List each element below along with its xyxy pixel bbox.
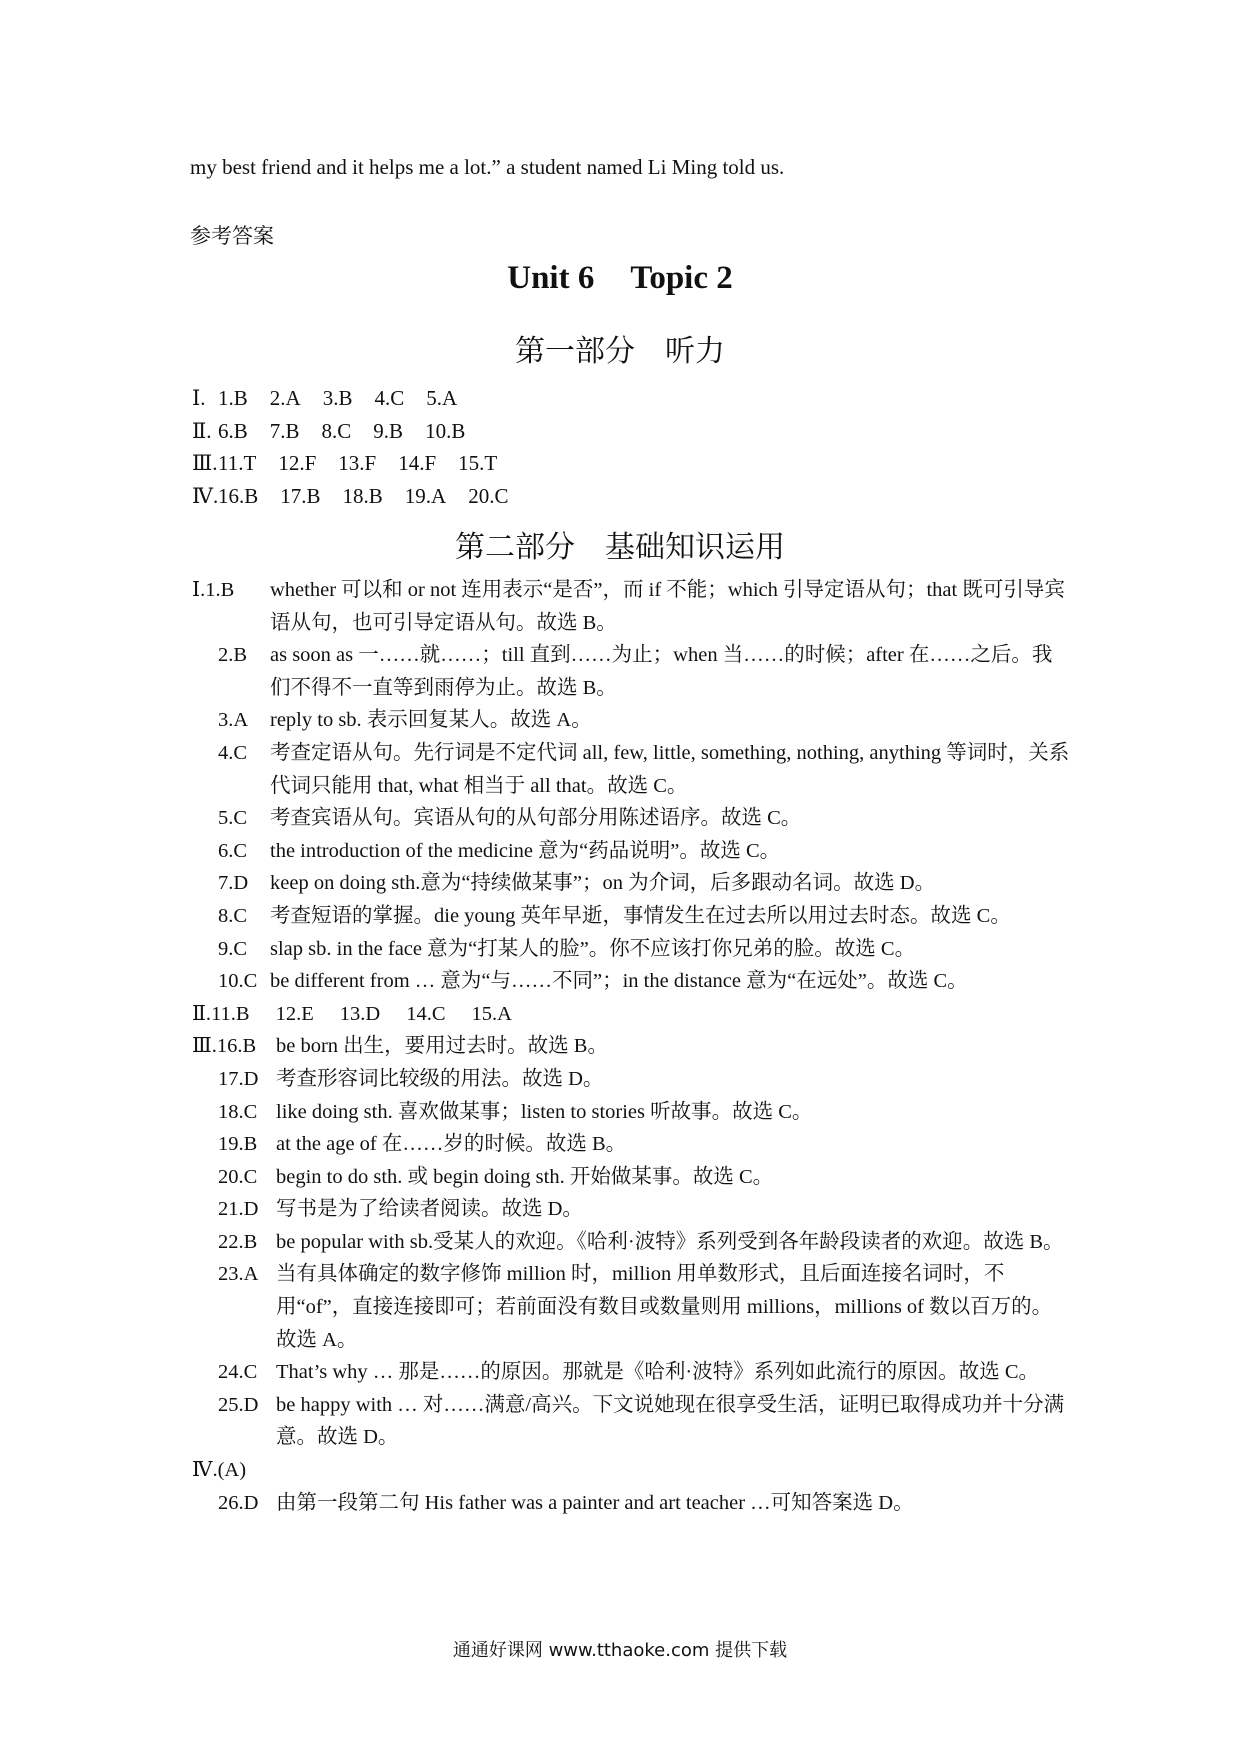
answer-label: 25.D bbox=[218, 1393, 259, 1416]
answer-item bbox=[192, 1096, 1072, 1129]
listening-row bbox=[192, 415, 530, 448]
answer-item bbox=[192, 639, 1072, 704]
answer-label: 3.A bbox=[218, 709, 249, 732]
title-topic: Topic 2 bbox=[630, 260, 733, 296]
answer-text: like doing sth. 喜欢做某事；listen to stories 听故事。故选 C。 bbox=[276, 1100, 813, 1123]
answer: 6.B bbox=[218, 418, 248, 443]
answer-item bbox=[192, 835, 1072, 868]
intro-text: my best friend and it helps me a lot.” a student named Li Ming told us. bbox=[190, 155, 785, 179]
answer-item bbox=[192, 574, 1072, 639]
roman-numeral: Ⅱ. bbox=[192, 418, 212, 443]
answer: 14.C bbox=[406, 1002, 446, 1025]
answer-label: 17.D bbox=[218, 1067, 259, 1090]
answer-text: begin to do sth. 或 begin doing sth. 开始做某事。故选 C。 bbox=[276, 1165, 774, 1188]
answer-text: 由第一段第二句 His father was a painter and art teacher …可知答案选 D。 bbox=[276, 1491, 914, 1514]
answer: 13.D bbox=[339, 1002, 381, 1025]
listening-row bbox=[192, 480, 530, 513]
answer: 14.F bbox=[398, 451, 437, 475]
part2-answers bbox=[192, 998, 1072, 1031]
answer-item bbox=[192, 1128, 1072, 1161]
roman-numeral: Ⅳ. bbox=[192, 483, 219, 508]
answer-item bbox=[192, 1258, 1072, 1356]
answer-label: 21.D bbox=[218, 1198, 259, 1221]
answer-text: be different from … 意为“与……不同”；in the distance 意为“在远处”。故选 C。 bbox=[270, 970, 968, 993]
listening-answers bbox=[192, 382, 530, 512]
answer-label: Ⅰ.1.B bbox=[192, 579, 235, 601]
answer-label: 5.C bbox=[218, 807, 248, 830]
answer: 4.C bbox=[374, 386, 405, 410]
answer-text: keep on doing sth.意为“持续做某事”；on 为介词，后多跟动名词。故选 D。 bbox=[270, 872, 936, 895]
answer-label: Ⅲ.16.B bbox=[192, 1035, 257, 1058]
answer-label: 20.C bbox=[218, 1165, 258, 1188]
answer-text: be born 出生，要用过去时。故选 B。 bbox=[276, 1035, 608, 1058]
answer: 5.A bbox=[426, 386, 458, 410]
answer-label: 18.C bbox=[218, 1100, 258, 1123]
answer: 13.F bbox=[338, 451, 377, 475]
section2-name: 基础知识运用 bbox=[605, 531, 785, 564]
roman-numeral: Ⅲ. bbox=[192, 451, 218, 475]
answer-label: 10.C bbox=[218, 970, 258, 993]
answer: 11.B bbox=[211, 1002, 250, 1025]
answer-text: as soon as 一……就……；till 直到……为止；when 当……的时候；after 在……之后。我们不得不一直等到雨停为止。故选 B。 bbox=[270, 644, 1053, 699]
answer: 12.F bbox=[278, 451, 317, 475]
answer-item bbox=[192, 1487, 1072, 1520]
section1-name: 听力 bbox=[665, 335, 725, 368]
answer-label: 9.C bbox=[218, 937, 248, 960]
roman-numeral: Ⅰ. bbox=[192, 386, 206, 410]
answer-item bbox=[192, 737, 1072, 802]
answer-item bbox=[192, 802, 1072, 835]
answer-text: the introduction of the medicine 意为“药品说明”。故选 C。 bbox=[270, 839, 781, 862]
answer: 2.A bbox=[269, 386, 301, 410]
answer-text: be happy with … 对……满意/高兴。下文说她现在很享受生活，证明已取得成功并十分满意。故选 D。 bbox=[276, 1393, 1065, 1449]
answer: 9.B bbox=[373, 418, 404, 443]
answer-item bbox=[192, 965, 1072, 998]
answer-item bbox=[192, 704, 1072, 737]
answer-label: 26.D bbox=[218, 1491, 259, 1514]
answer: 15.A bbox=[471, 1002, 512, 1025]
answer-text: 写书是为了给读者阅读。故选 D。 bbox=[276, 1198, 583, 1221]
answer-item bbox=[192, 1063, 1072, 1096]
answer: 20.C bbox=[468, 483, 509, 508]
answer-label: 19.B bbox=[218, 1133, 258, 1156]
listening-row bbox=[192, 382, 530, 415]
answer-label: 24.C bbox=[218, 1361, 258, 1384]
answer: 17.B bbox=[280, 483, 321, 508]
answer: 3.B bbox=[322, 386, 353, 410]
listening-row bbox=[192, 447, 530, 480]
answer-text: reply to sb. 表示回复某人。故选 A。 bbox=[270, 709, 592, 732]
answer-label: 22.B bbox=[218, 1230, 258, 1253]
answer: 18.B bbox=[342, 483, 383, 508]
answer-item bbox=[192, 1356, 1072, 1389]
answer: 19.A bbox=[404, 483, 447, 508]
answer-text: 当有具体确定的数字修饰 million 时，million 用单数形式，且后面连接名词时，不用“of”，直接连接即可；若前面没有数目或数量则用 millions，millions of 数以百万的。故选 A。 bbox=[276, 1263, 1053, 1351]
page-title bbox=[0, 260, 1240, 297]
answer-item bbox=[192, 1389, 1072, 1454]
answer: 16.B bbox=[218, 483, 259, 508]
answer: 12.E bbox=[275, 1002, 314, 1025]
answer: 7.B bbox=[269, 418, 300, 443]
section1-part: 第一部分 bbox=[515, 335, 635, 368]
answer-text: at the age of 在……岁的时候。故选 B。 bbox=[276, 1133, 627, 1156]
reference-heading: 参考答案 bbox=[190, 224, 274, 248]
answer-item bbox=[192, 900, 1072, 933]
answer-text: whether 可以和 or not 连用表示“是否”，而 if 不能；which 引导定语从句；that 既可引导宾语从句，也可引导定语从句。故选 B。 bbox=[270, 579, 1065, 634]
section-heading-listening bbox=[0, 326, 1240, 370]
section-heading-basics bbox=[0, 522, 1240, 566]
answer-text: That’s why … 那是……的原因。那就是《哈利·波特》系列如此流行的原因。故选 C。 bbox=[276, 1361, 1040, 1384]
answer-text: slap sb. in the face 意为“打某人的脸”。你不应该打你兄弟的脸。故选 C。 bbox=[270, 937, 916, 960]
answer-text: 考查形容词比较级的用法。故选 D。 bbox=[276, 1067, 604, 1090]
roman-numeral: Ⅱ. bbox=[192, 1002, 212, 1025]
answer-label: 8.C bbox=[218, 904, 248, 927]
answer-item bbox=[192, 1161, 1072, 1194]
answer: 1.B bbox=[218, 386, 248, 410]
answer-item bbox=[192, 1226, 1072, 1259]
answer-text: 考查定语从句。先行词是不定代词 all, few, little, something, nothing, anything 等词时，关系代词只能用 that, what 相当于 all that。故选 C。 bbox=[270, 741, 1070, 797]
answer-text: 考查宾语从句。宾语从句的从句部分用陈述语序。故选 C。 bbox=[270, 807, 802, 830]
answer-text: 考查短语的掌握。die young 英年早逝，事情发生在过去所以用过去时态。故选 C。 bbox=[270, 904, 1011, 927]
answer-label: 2.B bbox=[218, 644, 248, 667]
answer-label: 4.C bbox=[218, 741, 248, 764]
answer: 15.T bbox=[458, 451, 498, 475]
answer: 8.C bbox=[321, 418, 352, 443]
answer-explanations bbox=[192, 574, 1072, 1519]
answer-label: 7.D bbox=[218, 872, 249, 895]
answer-item bbox=[192, 933, 1072, 966]
footer-text: 通通好课网 www.tthaoke.com 提供下载 bbox=[452, 1640, 788, 1661]
answer-label: 23.A bbox=[218, 1263, 259, 1286]
section2-part: 第二部分 bbox=[455, 531, 575, 564]
answer-text: be popular with sb.受某人的欢迎。《哈利·波特》系列受到各年龄段读者的欢迎。故选 B。 bbox=[276, 1230, 1064, 1253]
answer-label: 6.C bbox=[218, 839, 248, 862]
answer: 11.T bbox=[218, 451, 257, 475]
answer-item bbox=[192, 1030, 1072, 1063]
part4-heading: Ⅳ.(A) bbox=[192, 1459, 247, 1482]
title-unit: Unit 6 bbox=[507, 260, 595, 296]
answer-item bbox=[192, 867, 1072, 900]
answer-item bbox=[192, 1193, 1072, 1226]
answer: 10.B bbox=[425, 418, 466, 443]
